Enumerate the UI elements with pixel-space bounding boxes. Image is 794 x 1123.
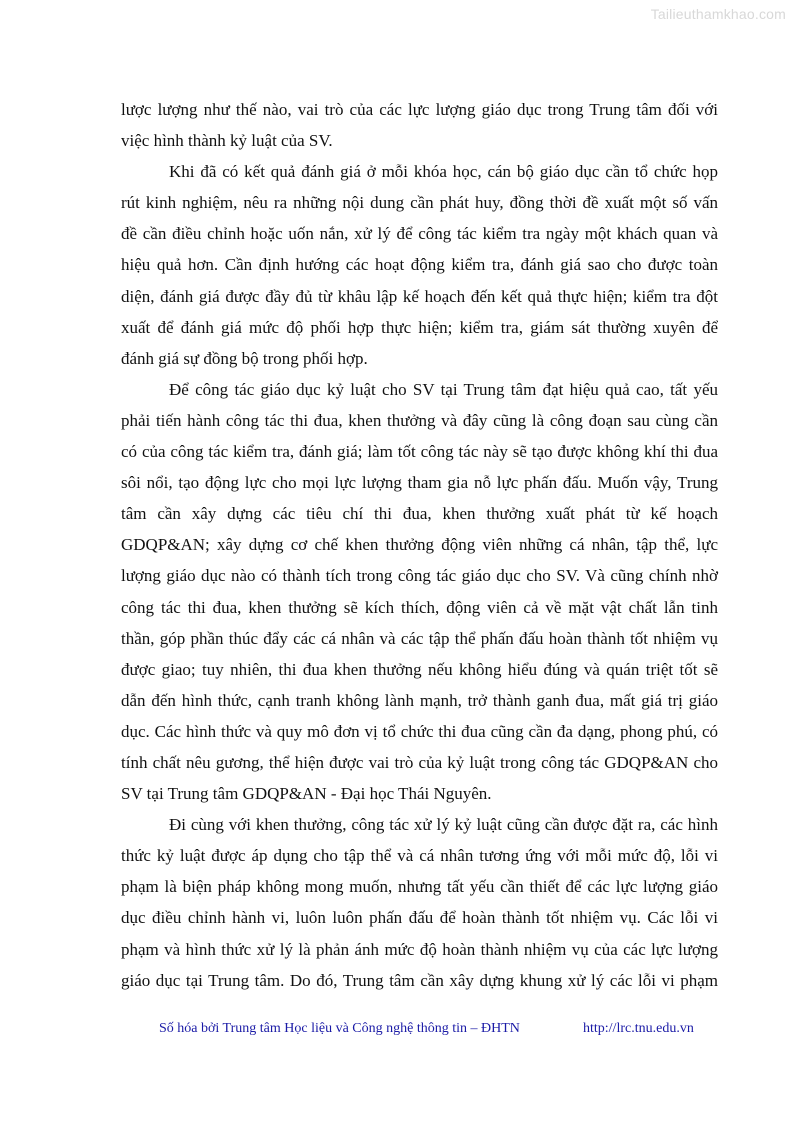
text-line: Để công tác giáo dục kỷ luật cho SV tại Trung tâm đạt hiệu quả cao, tất yếu <box>169 379 718 399</box>
text-line: tính chất nêu gương, thể hiện được vai trò của kỷ luật trong công tác GDQP&AN cho <box>121 752 718 772</box>
text-line: hiệu quả hơn. Cần định hướng các hoạt động kiểm tra, đánh giá sao cho được toàn <box>121 255 718 275</box>
text-line: thần, góp phần thúc đẩy các cá nhân và các tập thể phấn đấu hoàn thành tốt nhiệm vụ <box>121 628 718 648</box>
text-line: Đi cùng với khen thưởng, công tác xử lý kỷ luật cũng cần được đặt ra, các hình <box>169 815 718 835</box>
text-line: dẫn đến hình thức, cạnh tranh không lành mạnh, trở thành ganh đua, mất giá trị giáo <box>121 690 718 710</box>
watermark: Tailieuthamkhao.com <box>650 6 786 22</box>
text-line: SV tại Trung tâm GDQP&AN - Đại học Thái Nguyên. <box>121 784 492 804</box>
text-line: có của công tác kiểm tra, đánh giá; làm tốt công tác này sẽ tạo được không khí thi đua <box>121 442 718 462</box>
text-line: được giao; tuy nhiên, thi đua khen thưởng nếu không hiểu đúng và quán triệt tốt sẽ <box>121 659 718 679</box>
text-line: diện, đánh giá được đầy đủ từ khâu lập kế hoạch đến kết quả thực hiện; kiểm tra đột <box>121 286 718 306</box>
text-line: phạm là biện pháp không mong muốn, nhưng tất yếu cần thiết để các lực lượng giáo <box>121 877 718 897</box>
text-line: giáo dục tại Trung tâm. Do đó, Trung tâm cần xây dựng khung xử lý các lỗi vi phạm <box>121 970 718 990</box>
text-line: tâm cần xây dựng các tiêu chí thi đua, khen thưởng xuất phát từ kế hoạch <box>121 504 718 524</box>
text-line: thức kỷ luật được áp dụng cho tập thể và cá nhân tương ứng với mỗi mức độ, lỗi vi <box>121 846 718 866</box>
text-line: rút kinh nghiệm, nêu ra những nội dung cần phát huy, đồng thời đề xuất một số vấn <box>121 193 718 213</box>
text-line: dục. Các hình thức và quy mô đơn vị tổ chức thi đua cũng cần đa dạng, phong phú, có <box>121 721 718 741</box>
text-line: công tác thi đua, khen thưởng sẽ kích thích, động viên cả về mặt vật chất lẫn tinh <box>121 597 718 617</box>
page-footer <box>0 1021 794 1041</box>
text-line: xuất để đánh giá mức độ phối hợp thực hiện; kiểm tra, giám sát thường xuyên để <box>121 317 718 337</box>
text-line: dục điều chỉnh hành vi, luôn luôn phấn đấu để hoàn thành tốt nhiệm vụ. Các lỗi vi <box>121 908 718 928</box>
text-line: lược lượng như thế nào, vai trò của các lực lượng giáo dục trong Trung tâm đối với <box>121 100 718 119</box>
text-line: lượng giáo dục nào có thành tích trong công tác giáo dục cho SV. Và cũng chính nhờ <box>121 566 718 586</box>
text-line: phải tiến hành công tác thi đua, khen thưởng và đây cũng là công đoạn sau cùng cần <box>121 410 718 430</box>
text-line: GDQP&AN; xây dựng cơ chế khen thưởng động viên những cá nhân, tập thể, lực <box>121 535 718 555</box>
text-line: việc hình thành kỷ luật của SV. <box>121 131 333 151</box>
text-line: đề cần điều chỉnh hoặc uốn nắn, xử lý để công tác kiểm tra ngày một khách quan và <box>121 224 718 244</box>
text-line: phạm và hình thức xử lý là phản ánh mức độ hoàn thành nhiệm vụ của các lực lượng <box>121 939 718 959</box>
footer-source-text: Số hóa bởi Trung tâm Học liệu và Công nghệ thông tin – ĐHTN <box>159 1021 520 1036</box>
footer-url: http://lrc.tnu.edu.vn <box>583 1021 694 1036</box>
text-line: sôi nổi, tạo động lực cho mọi lực lượng tham gia nỗ lực phấn đấu. Muốn vậy, Trung <box>121 473 718 493</box>
text-line: đánh giá sự đồng bộ trong phối hợp. <box>121 348 368 368</box>
body-text <box>121 94 718 996</box>
text-line: Khi đã có kết quả đánh giá ở mỗi khóa học, cán bộ giáo dục cần tổ chức họp <box>169 162 718 182</box>
